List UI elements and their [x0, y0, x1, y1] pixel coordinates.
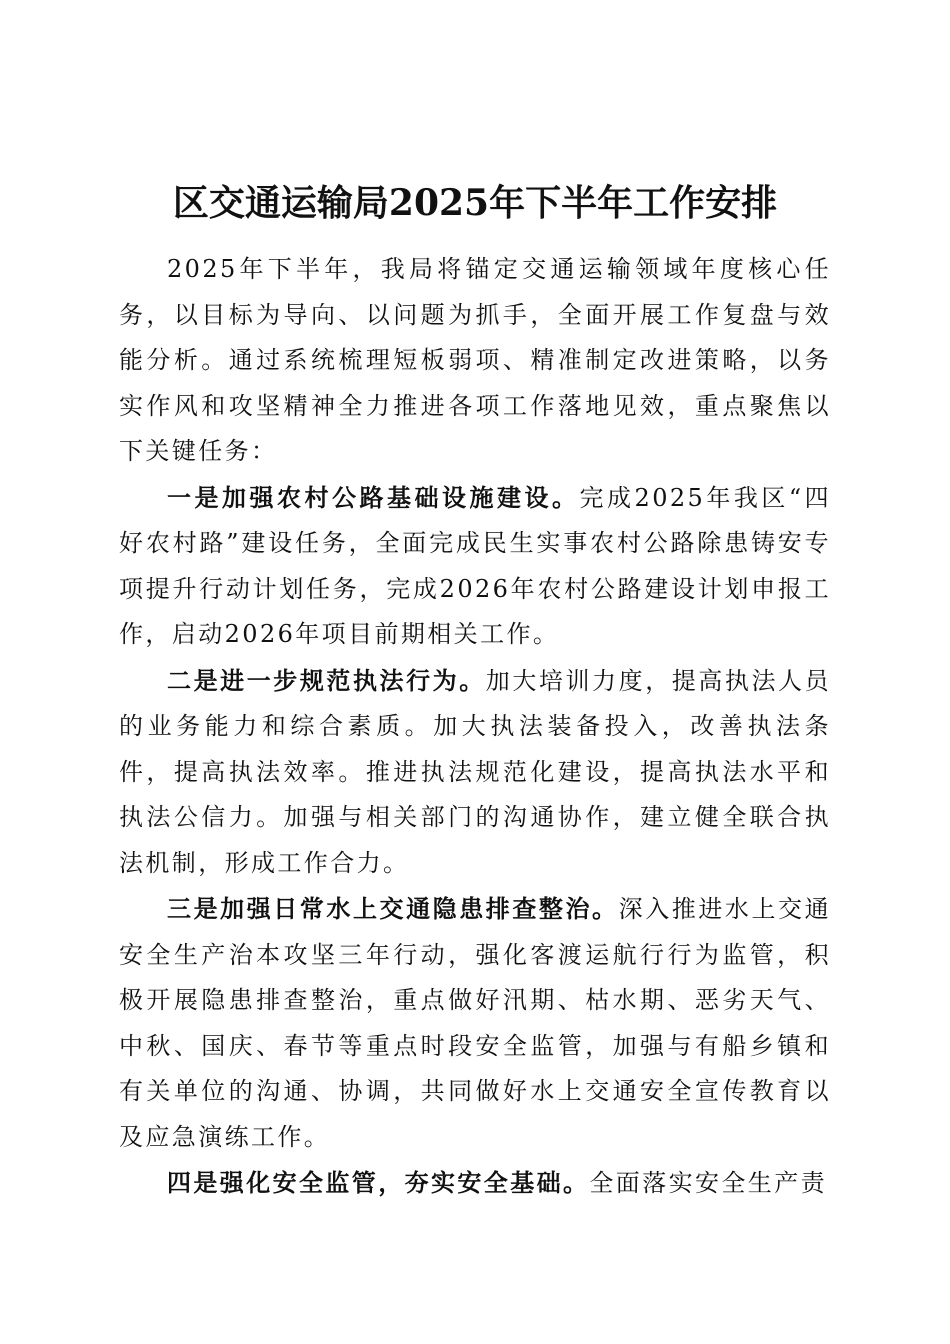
- section-text-3: 深入推进水上交通安全生产治本攻坚三年行动，强化客渡运航行行为监管，积极开展隐患排查整治，重点做好汛期、枯水期、恶劣天气、中秋、国庆、春节等重点时段安全监管，加强与有船乡镇和有关单位的沟通、协调，共同做好水上交通安全宣传教育以及应急演练工作。: [119, 895, 831, 1151]
- document-title: 区交通运输局2025年下半年工作安排: [172, 182, 778, 224]
- section-lead-3: 三是加强日常水上交通隐患排查整治。: [167, 894, 619, 923]
- section-lead-4: 四是强化安全监管，夯实安全基础。: [167, 1168, 590, 1197]
- section-paragraph-4: [119, 1160, 831, 1207]
- section-text-2: 加大培训力度，提高执法人员的业务能力和综合素质。加大执法装备投入，改善执法条件，提高执法效率。推进执法规范化建设，提高执法水平和执法公信力。加强与相关部门的沟通协作，建立健全联合执法机制，形成工作合力。: [119, 666, 831, 877]
- section-paragraph-2: [119, 658, 831, 887]
- section-paragraph-3: [119, 886, 831, 1160]
- section-text-1: 完成2025年我区“四好农村路”建设任务，全面完成民生实事农村公路除患铸安专项提升行动计划任务，完成2026年农村公路建设计划申报工作，启动2026年项目前期相关工作。: [119, 483, 832, 648]
- intro-paragraph: 2025年下半年，我局将锚定交通运输领域年度核心任务，以目标为导向、以问题为抓手，全面开展工作复盘与效能分析。通过系统梳理短板弱项、精准制定改进策略，以务实作风和攻坚精神全力推进各项工作落地见效，重点聚焦以下关键任务：: [119, 255, 831, 465]
- section-lead-1: 一是加强农村公路基础设施建设。: [167, 482, 580, 512]
- section-paragraph-1: [119, 475, 831, 658]
- document-body: [119, 247, 831, 1207]
- section-text-4: 全面落实安全生产责: [589, 1169, 828, 1197]
- section-lead-2: 二是进一步规范执法行为。: [167, 665, 486, 695]
